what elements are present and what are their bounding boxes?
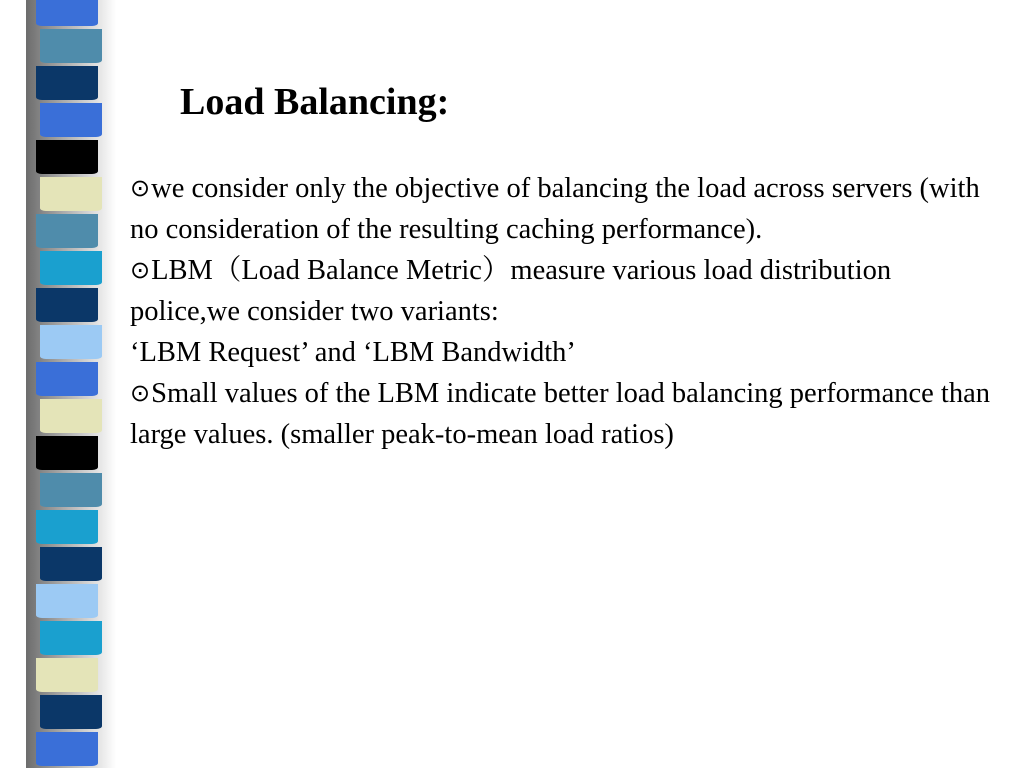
stripe-band [36, 436, 98, 470]
stripe-band [36, 214, 98, 248]
stripe-band [36, 66, 98, 100]
stripe-band [40, 177, 102, 211]
bullet-icon: ⊙ [130, 174, 151, 202]
bullet-paragraph-3 [130, 373, 1000, 455]
slide-title: Load Balancing: [180, 81, 450, 123]
stripe-band [40, 103, 102, 137]
stripe-band [40, 251, 102, 285]
paragraph-text: Small values of the LBM indicate better load balancing performance than large values. (smaller peak-to-mean load ratios) [130, 378, 990, 450]
continuation-paragraph [130, 332, 1000, 373]
stripe-band [36, 0, 98, 26]
stripe-band [40, 399, 102, 433]
stripe-band [36, 140, 98, 174]
decorative-stripe-bar [26, 0, 116, 768]
stripe-band [40, 695, 102, 729]
stripe-band [40, 473, 102, 507]
stripe-band [40, 547, 102, 581]
stripe-band [40, 325, 102, 359]
stripe-band [36, 658, 98, 692]
stripe-band [36, 732, 98, 766]
stripe-band [36, 584, 98, 618]
bullet-icon: ⊙ [130, 256, 151, 284]
bullet-paragraph-1 [130, 168, 1000, 250]
paragraph-text: LBM（Load Balance Metric）measure various load distribution police,we consider two variants: [130, 255, 892, 327]
paragraph-text: ‘LBM Request’ and ‘LBM Bandwidth’ [130, 337, 576, 368]
slide-body [130, 168, 1000, 455]
stripe-band [40, 621, 102, 655]
stripe-band [36, 288, 98, 322]
paragraph-text: we consider only the objective of balancing the load across servers (with no consideration of the resulting caching performance). [130, 173, 980, 245]
bullet-icon: ⊙ [130, 379, 151, 407]
bullet-paragraph-2 [130, 250, 1000, 332]
stripe-band [40, 29, 102, 63]
stripe-band [36, 362, 98, 396]
stripe-band [36, 510, 98, 544]
